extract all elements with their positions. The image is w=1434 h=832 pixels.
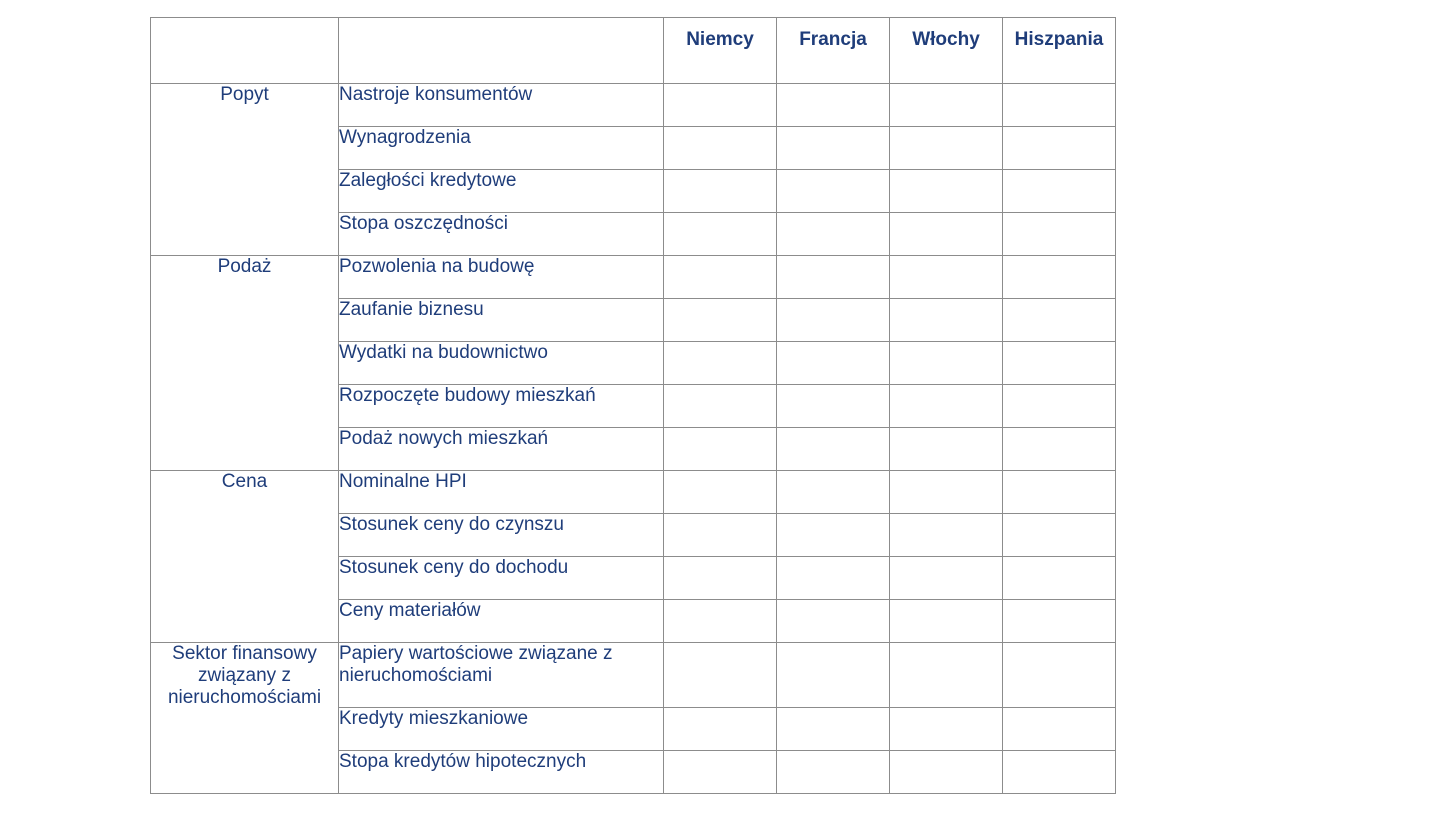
cell-germany: [664, 751, 777, 794]
cell-italy: [890, 127, 1003, 170]
cell-spain: [1003, 471, 1116, 514]
cell-france: [777, 557, 890, 600]
cell-germany: [664, 708, 777, 751]
cell-italy: [890, 385, 1003, 428]
cell-france: [777, 256, 890, 299]
cell-france: [777, 514, 890, 557]
cell-italy: [890, 84, 1003, 127]
cell-italy: [890, 256, 1003, 299]
cell-france: [777, 600, 890, 643]
indicator-label: Stosunek ceny do czynszu: [339, 514, 664, 557]
cell-france: [777, 84, 890, 127]
cell-spain: [1003, 385, 1116, 428]
cell-germany: [664, 213, 777, 256]
category-demand: Popyt: [151, 84, 339, 256]
category-real-estate-finance: Sektor finansowy związany z nieruchomościami: [151, 643, 339, 794]
cell-germany: [664, 342, 777, 385]
cell-germany: [664, 299, 777, 342]
indicator-label: Kredyty mieszkaniowe: [339, 708, 664, 751]
table-row: [151, 84, 1116, 127]
cell-germany: [664, 170, 777, 213]
cell-germany: [664, 84, 777, 127]
cell-spain: [1003, 600, 1116, 643]
cell-italy: [890, 600, 1003, 643]
cell-italy: [890, 557, 1003, 600]
cell-france: [777, 643, 890, 708]
indicator-label: Rozpoczęte budowy mieszkań: [339, 385, 664, 428]
table-row: [151, 471, 1116, 514]
cell-germany: [664, 127, 777, 170]
cell-france: [777, 342, 890, 385]
indicator-label: Wynagrodzenia: [339, 127, 664, 170]
cell-france: [777, 708, 890, 751]
cell-germany: [664, 600, 777, 643]
cell-italy: [890, 428, 1003, 471]
header-blank-indicator: [339, 18, 664, 84]
cell-germany: [664, 557, 777, 600]
cell-france: [777, 471, 890, 514]
cell-spain: [1003, 213, 1116, 256]
indicator-label: Zaległości kredytowe: [339, 170, 664, 213]
header-country-spain: Hiszpania: [1003, 18, 1116, 84]
cell-germany: [664, 428, 777, 471]
cell-france: [777, 428, 890, 471]
category-price: Cena: [151, 471, 339, 643]
cell-spain: [1003, 170, 1116, 213]
cell-spain: [1003, 708, 1116, 751]
cell-spain: [1003, 751, 1116, 794]
cell-france: [777, 299, 890, 342]
cell-spain: [1003, 84, 1116, 127]
cell-france: [777, 751, 890, 794]
category-supply: Podaż: [151, 256, 339, 471]
indicator-label: Ceny materiałów: [339, 600, 664, 643]
cell-germany: [664, 385, 777, 428]
indicator-label: Podaż nowych mieszkań: [339, 428, 664, 471]
cell-france: [777, 170, 890, 213]
cell-italy: [890, 514, 1003, 557]
indicator-label: Stopa oszczędności: [339, 213, 664, 256]
cell-italy: [890, 299, 1003, 342]
cell-france: [777, 385, 890, 428]
cell-italy: [890, 342, 1003, 385]
header-blank-category: [151, 18, 339, 84]
cell-germany: [664, 514, 777, 557]
indicator-label: Stopa kredytów hipotecznych: [339, 751, 664, 794]
cell-spain: [1003, 342, 1116, 385]
cell-germany: [664, 643, 777, 708]
header-country-germany: Niemcy: [664, 18, 777, 84]
indicator-label: Stosunek ceny do dochodu: [339, 557, 664, 600]
header-row: [151, 18, 1116, 84]
header-country-france: Francja: [777, 18, 890, 84]
indicator-label: Pozwolenia na budowę: [339, 256, 664, 299]
indicator-label: Wydatki na budownictwo: [339, 342, 664, 385]
indicator-label: Nastroje konsumentów: [339, 84, 664, 127]
cell-spain: [1003, 557, 1116, 600]
cell-spain: [1003, 299, 1116, 342]
table-row: [151, 643, 1116, 708]
cell-spain: [1003, 643, 1116, 708]
cell-france: [777, 213, 890, 256]
cell-germany: [664, 256, 777, 299]
table-row: [151, 256, 1116, 299]
cell-france: [777, 127, 890, 170]
indicator-label: Zaufanie biznesu: [339, 299, 664, 342]
cell-italy: [890, 708, 1003, 751]
indicator-table: [150, 17, 1116, 794]
cell-italy: [890, 643, 1003, 708]
cell-italy: [890, 751, 1003, 794]
cell-spain: [1003, 514, 1116, 557]
cell-italy: [890, 170, 1003, 213]
cell-italy: [890, 471, 1003, 514]
cell-spain: [1003, 256, 1116, 299]
cell-spain: [1003, 127, 1116, 170]
indicator-label: Nominalne HPI: [339, 471, 664, 514]
cell-germany: [664, 471, 777, 514]
header-country-italy: Włochy: [890, 18, 1003, 84]
indicator-label: Papiery wartościowe związane z nieruchomościami: [339, 643, 664, 708]
cell-spain: [1003, 428, 1116, 471]
cell-italy: [890, 213, 1003, 256]
